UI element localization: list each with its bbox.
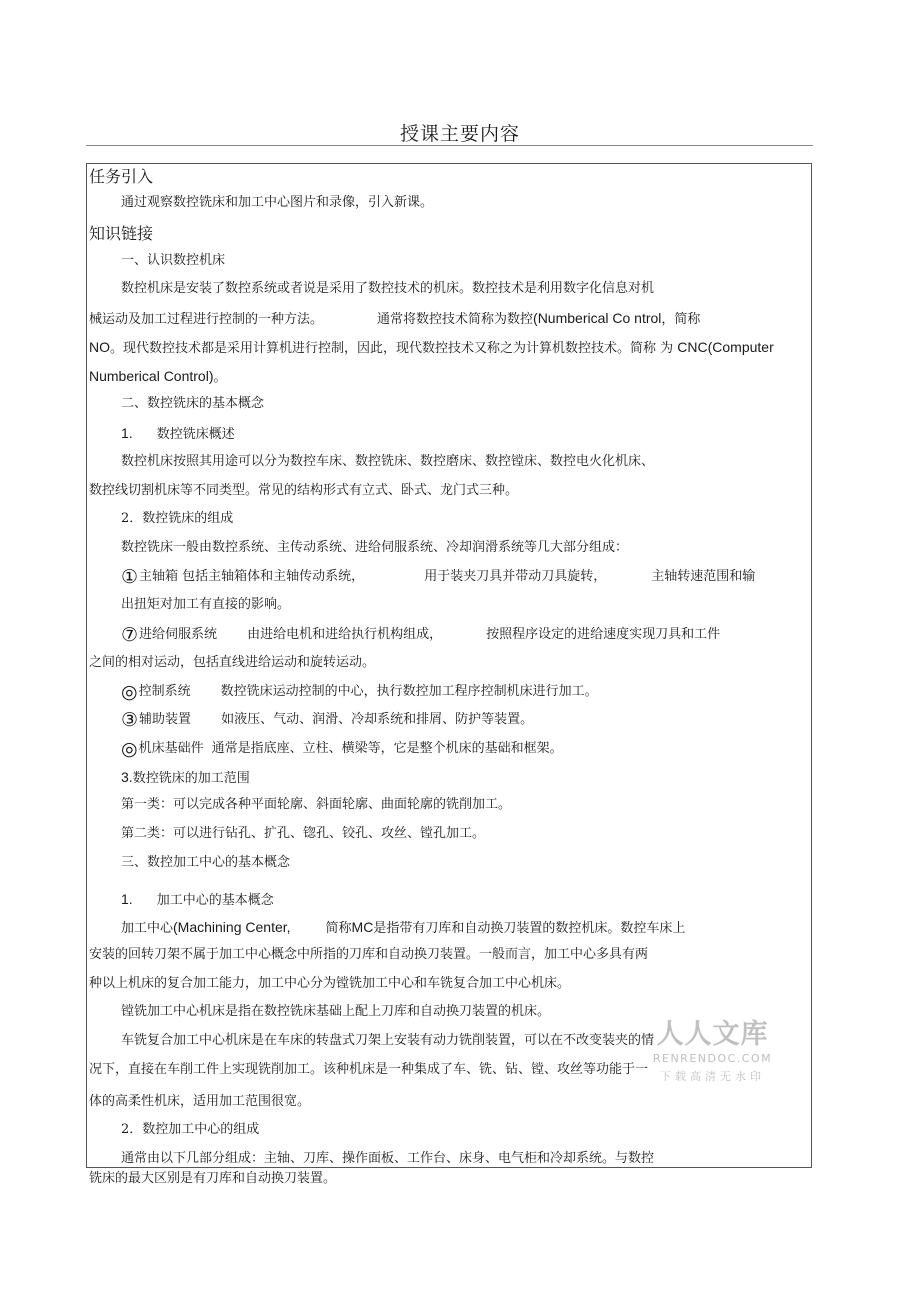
component-2-cont: 之间的相对运动，包括直线进给运动和旋转运动。 bbox=[89, 655, 376, 670]
page-title: 授课主要内容 bbox=[399, 123, 520, 145]
s2-1-heading: 1. 数控铣床概述 bbox=[121, 425, 235, 442]
s2-3-heading: 3.数控铣床的加工范围 bbox=[121, 769, 250, 786]
knowledge-heading: 知识链接 bbox=[89, 224, 154, 243]
watermark-logo: 人人文库 bbox=[656, 1019, 769, 1050]
circled-symbol-icon: ◎ bbox=[121, 681, 138, 703]
component-4: ③辅助装置 如液压、气动、润滑、冷却系统和排屑、防护等装置。 bbox=[121, 709, 534, 731]
s3-1-p2: 安装的回转刀架不属于加工中心概念中所指的刀库和自动换刀装置。一般而言，加工中心多具有两 bbox=[89, 947, 649, 962]
s1-p3: NO。现代数控技术都是采用计算机进行控制，因此，现代数控技术又称之为计算机数控技术。简称 为 CNC(Computer bbox=[89, 339, 774, 356]
component-1-cont: 出扭矩对加工有直接的影响。 bbox=[121, 597, 291, 612]
watermark-domain: RENRENDOC.COM bbox=[652, 1052, 773, 1065]
s3-2-p2: 铣床的最大区别是有刀库和自动换刀装置。 bbox=[89, 1171, 337, 1186]
circled-number-icon: ① bbox=[121, 566, 139, 588]
s3-1-heading: 1. 加工中心的基本概念 bbox=[121, 891, 274, 908]
s3-2-p1: 通常由以下几部分组成：主轴、刀库、操作面板、工作台、床身、电气柜和冷却系统。与数控 bbox=[121, 1151, 655, 1166]
task-heading: 任务引入 bbox=[89, 167, 154, 186]
s2-title: 二、数控铣床的基本概念 bbox=[121, 396, 265, 411]
s3-1-p1: 加工中心(Machining Center, 简称MC是指带有刀库和自动换刀装置的数控机床。数控车床上 bbox=[121, 919, 686, 936]
s2-1-p1: 数控机床按照其用途可以分为数控车床、数控铣床、数控磨床、数控镗床、数控电火化机床、 bbox=[121, 454, 655, 469]
title-divider bbox=[86, 145, 813, 146]
s1-p2: 械运动及加工过程进行控制的一种方法。 通常将数控技术简称为数控(Numberical Co ntrol，简称 bbox=[89, 310, 701, 327]
s2-1-p2: 数控线切割机床等不同类型。常见的结构形式有立式、卧式、龙门式三种。 bbox=[89, 483, 519, 498]
s2-2-p1: 数控铣床一般由数控系统、主传动系统、进给伺服系统、冷却润滑系统等几大部分组成： bbox=[121, 540, 629, 555]
component-2: ⑦进给伺服系统 由进给电机和进给执行机构组成， 按照程序设定的进给速度实现刀具和工件 bbox=[121, 624, 721, 646]
s1-p1: 数控机床是安装了数控系统或者说是采用了数控技术的机床。数控技术是利用数字化信息对机 bbox=[121, 281, 655, 296]
s3-1-p6: 况下，直接在车削工件上实现铣削加工。该种机床是一种集成了车、铣、钻、镗、攻丝等功能于一 bbox=[89, 1062, 649, 1077]
s1-p4: Numberical Control)。 bbox=[89, 368, 227, 385]
s3-title: 三、数控加工中心的基本概念 bbox=[121, 855, 291, 870]
s2-3-p2: 第二类：可以进行钻孔、扩孔、锪孔、铰孔、攻丝、镗孔加工。 bbox=[121, 826, 486, 841]
component-3: ◎控制系统 数控铣床运动控制的中心，执行数控加工程序控制机床进行加工。 bbox=[121, 681, 598, 703]
s2-3-p1: 第一类：可以完成各种平面轮廓、斜面轮廓、曲面轮廓的铣削加工。 bbox=[121, 797, 512, 812]
component-5: ◎机床基础件 通常是指底座、立柱、横梁等，它是整个机床的基础和框架。 bbox=[121, 738, 563, 760]
s3-1-p7: 体的高柔性机床，适用加工范围很宽。 bbox=[89, 1094, 311, 1109]
s3-1-p3: 种以上机床的复合加工能力，加工中心分为镗铣加工中心和车铣复合加工中心机床。 bbox=[89, 976, 571, 991]
s3-1-p4: 镗铣加工中心机床是指在数控铣床基础上配上刀库和自动换刀装置的机床。 bbox=[121, 1004, 551, 1019]
circled-number-icon: ⑦ bbox=[121, 624, 139, 646]
s3-2-heading: 2．数控加工中心的组成 bbox=[121, 1122, 260, 1137]
circled-symbol-icon: ◎ bbox=[121, 738, 138, 760]
s3-1-p5: 车铣复合加工中心机床是在车床的转盘式刀架上安装有动力铣削装置，可以在不改变装夹的情 bbox=[121, 1033, 655, 1048]
watermark bbox=[645, 1012, 780, 1084]
s1-title: 一、认识数控机床 bbox=[121, 253, 226, 268]
circled-number-icon: ③ bbox=[121, 709, 139, 731]
watermark-subtitle: 下载高清无水印 bbox=[660, 1070, 765, 1083]
s2-2-heading: 2．数控铣床的组成 bbox=[121, 511, 234, 526]
task-body: 通过观察数控铣床和加工中心图片和录像，引入新课。 bbox=[121, 195, 434, 210]
component-1: ①主轴箱 包括主轴箱体和主轴传动系统， 用于装夹刀具并带动刀具旋转， 主轴转速范围和输 bbox=[121, 566, 756, 588]
